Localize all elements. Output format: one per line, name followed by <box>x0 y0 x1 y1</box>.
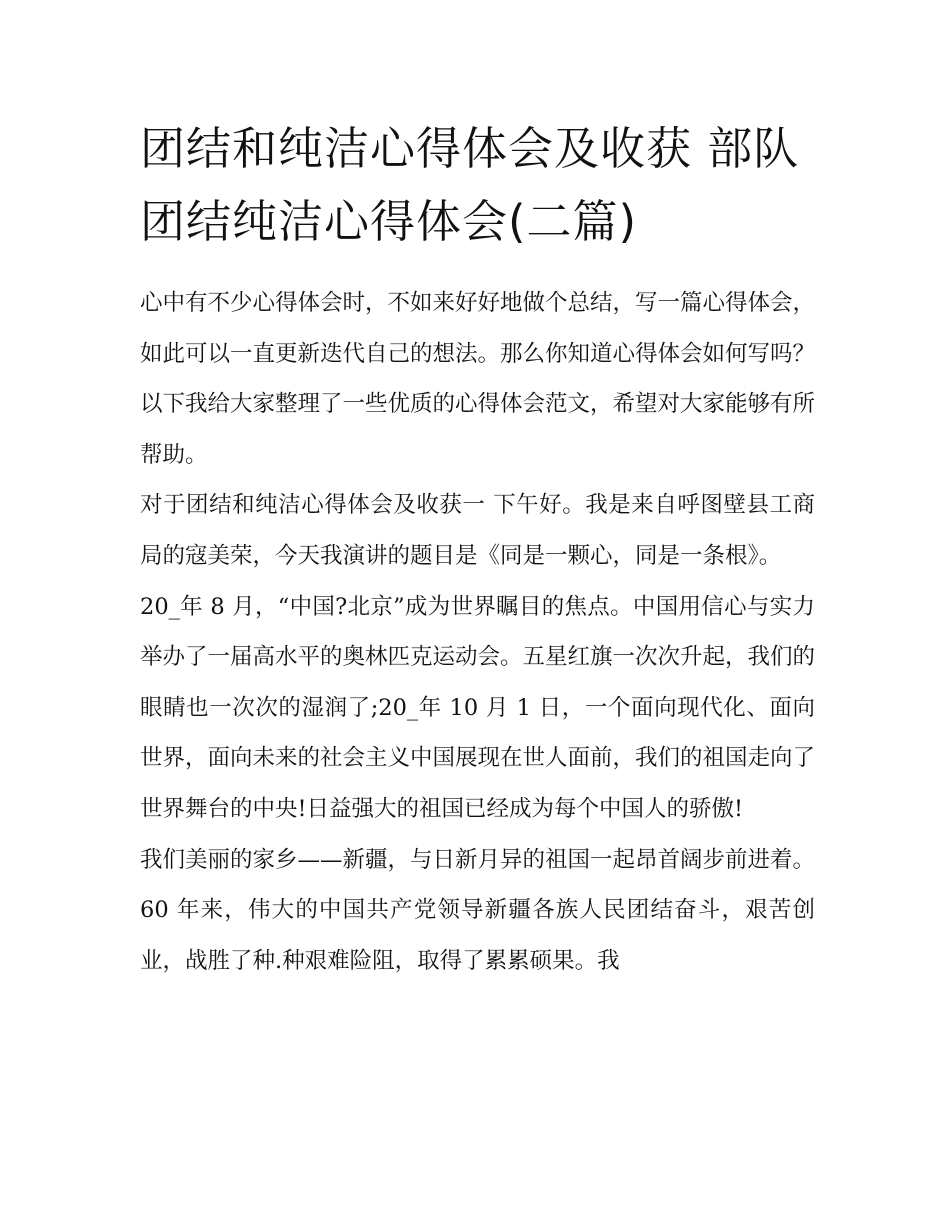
document-title: 团结和纯洁心得体会及收获 部队团结纯洁心得体会(二篇) <box>140 122 800 248</box>
paragraph-olympics: 20_年 8 月，“中国?北京”成为世界瞩目的焦点。中国用信心与实力举办了一届高水平的奥林匹克运动会。五星红旗一次次升起，我们的眼睛也一次次的湿润了;20_年 10 月 1 日，一个面向现代化、面向世界，面向未来的社会主义中国展现在世人面前，我们的祖国走向了世界舞台的中央!日益强大的祖国已经成为每个中国人的骄傲! <box>140 593 816 822</box>
document-content <box>140 112 815 986</box>
paragraph-speech-opening: 对于团结和纯洁心得体会及收获一 下午好。我是来自呼图壁县工商局的寇美荣，今天我演讲的题目是《同是一颗心，同是一条根》。 <box>140 492 815 569</box>
document-body <box>140 278 815 986</box>
paragraph-xinjiang: 我们美丽的家乡——新疆，与日新月异的祖国一起昂首阔步前进着。60 年来，伟大的中国共产党领导新疆各族人民团结奋斗，艰苦创业，战胜了种.种艰难险阻，取得了累累硕果。我 <box>140 846 816 974</box>
paragraph-intro: 心中有不少心得体会时，不如来好好地做个总结，写一篇心得体会，如此可以一直更新迭代自己的想法。那么你知道心得体会如何写吗？以下我给大家整理了一些优质的心得体会范文，希望对大家能够有所帮助。 <box>140 290 816 468</box>
